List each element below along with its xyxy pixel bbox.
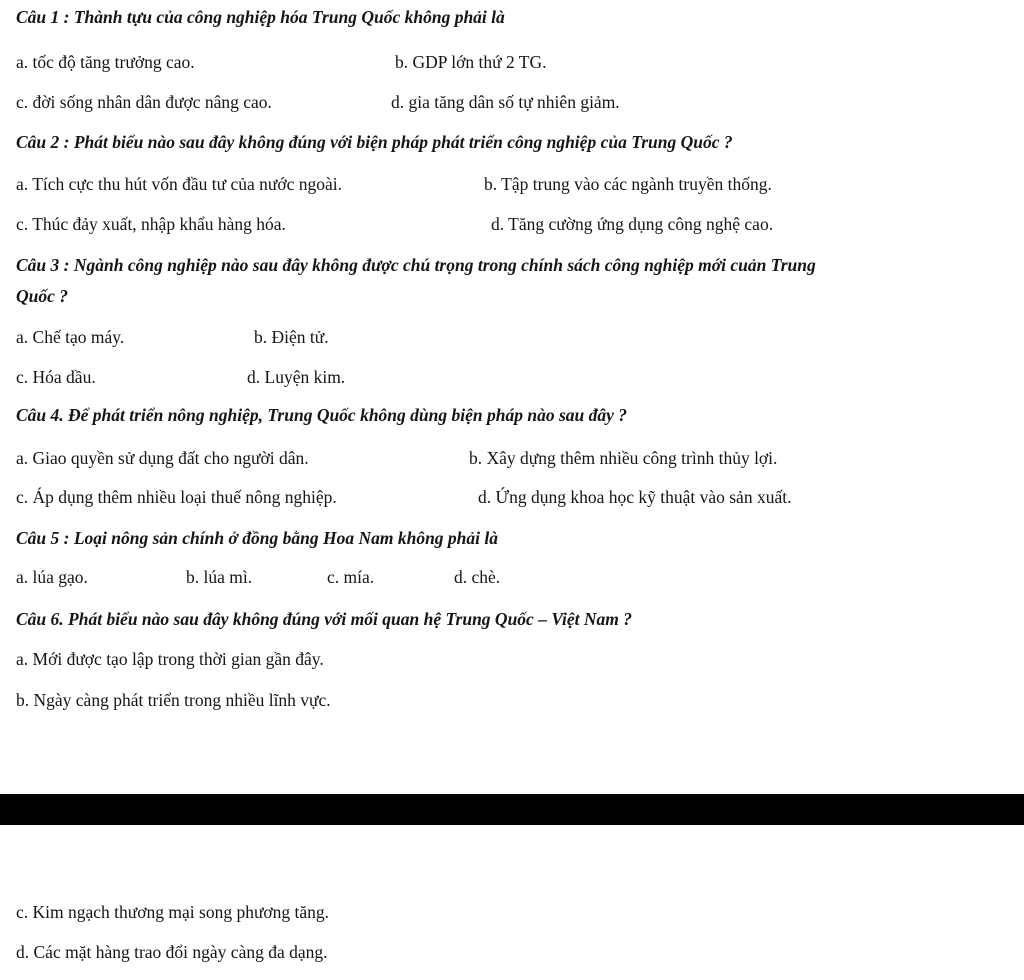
- question-3-option-a: a. Chế tạo máy.: [16, 327, 125, 347]
- question-1-title: Câu 1 : Thành tựu của công nghiệp hóa Trung Quốc không phải là: [16, 7, 505, 27]
- question-3-title-line-2: Quốc ?: [16, 286, 69, 306]
- question-1-option-a: a. tốc độ tăng trưởng cao.: [16, 52, 195, 72]
- question-6-title: Câu 6. Phát biểu nào sau đây không đúng với mối quan hệ Trung Quốc – Việt Nam ?: [16, 609, 633, 629]
- question-3-title-line-1: Câu 3 : Ngành công nghiệp nào sau đây không được chú trọng trong chính sách công nghiệp mới cuản Trung: [16, 255, 816, 275]
- question-6-option-b: b. Ngày càng phát triển trong nhiều lĩnh vực.: [16, 690, 331, 710]
- question-1-option-c: c. đời sống nhân dân được nâng cao.: [16, 92, 272, 112]
- question-4-option-a: a. Giao quyền sử dụng đất cho người dân.: [16, 448, 309, 468]
- question-6-option-d: d. Các mặt hàng trao đổi ngày càng đa dạng.: [16, 942, 328, 962]
- question-5-option-b: b. lúa mì.: [186, 567, 253, 587]
- question-6-option-c: c. Kim ngạch thương mại song phương tăng.: [16, 902, 330, 922]
- question-6-option-a: a. Mới được tạo lập trong thời gian gần đây.: [16, 649, 324, 669]
- question-2-title: Câu 2 : Phát biểu nào sau đây không đúng với biện pháp phát triển công nghiệp của Trung Quốc ?: [16, 132, 733, 152]
- redaction-bar: [0, 794, 1024, 825]
- question-4-option-d: d. Ứng dụng khoa học kỹ thuật vào sản xuất.: [478, 487, 792, 507]
- question-5-option-a: a. lúa gạo.: [16, 567, 88, 587]
- question-5-option-d: d. chè.: [454, 567, 501, 587]
- question-4-option-b: b. Xây dựng thêm nhiều công trình thủy lợi.: [469, 448, 778, 468]
- question-1-option-d: d. gia tăng dân số tự nhiên giảm.: [391, 92, 620, 112]
- question-2-option-a: a. Tích cực thu hút vốn đầu tư của nước ngoài.: [16, 174, 343, 194]
- question-5-option-c: c. mía.: [327, 567, 375, 587]
- question-3-option-d: d. Luyện kim.: [247, 367, 346, 387]
- question-2-option-b: b. Tập trung vào các ngành truyền thống.: [484, 174, 772, 194]
- question-3-option-b: b. Điện tử.: [254, 327, 329, 347]
- question-1-option-b: b. GDP lớn thứ 2 TG.: [395, 52, 547, 72]
- question-4-title: Câu 4. Để phát triển nông nghiệp, Trung Quốc không dùng biện pháp nào sau đây ?: [16, 405, 628, 425]
- question-2-option-c: c. Thúc đảy xuất, nhập khẩu hàng hóa.: [16, 214, 286, 234]
- question-3-option-c: c. Hóa dầu.: [16, 367, 96, 387]
- question-2-option-d: d. Tăng cường ứng dụng công nghệ cao.: [491, 214, 774, 234]
- question-4-option-c: c. Áp dụng thêm nhiều loại thuế nông nghiệp.: [16, 487, 337, 507]
- question-5-title: Câu 5 : Loại nông sản chính ở đồng bằng Hoa Nam không phải là: [16, 528, 499, 548]
